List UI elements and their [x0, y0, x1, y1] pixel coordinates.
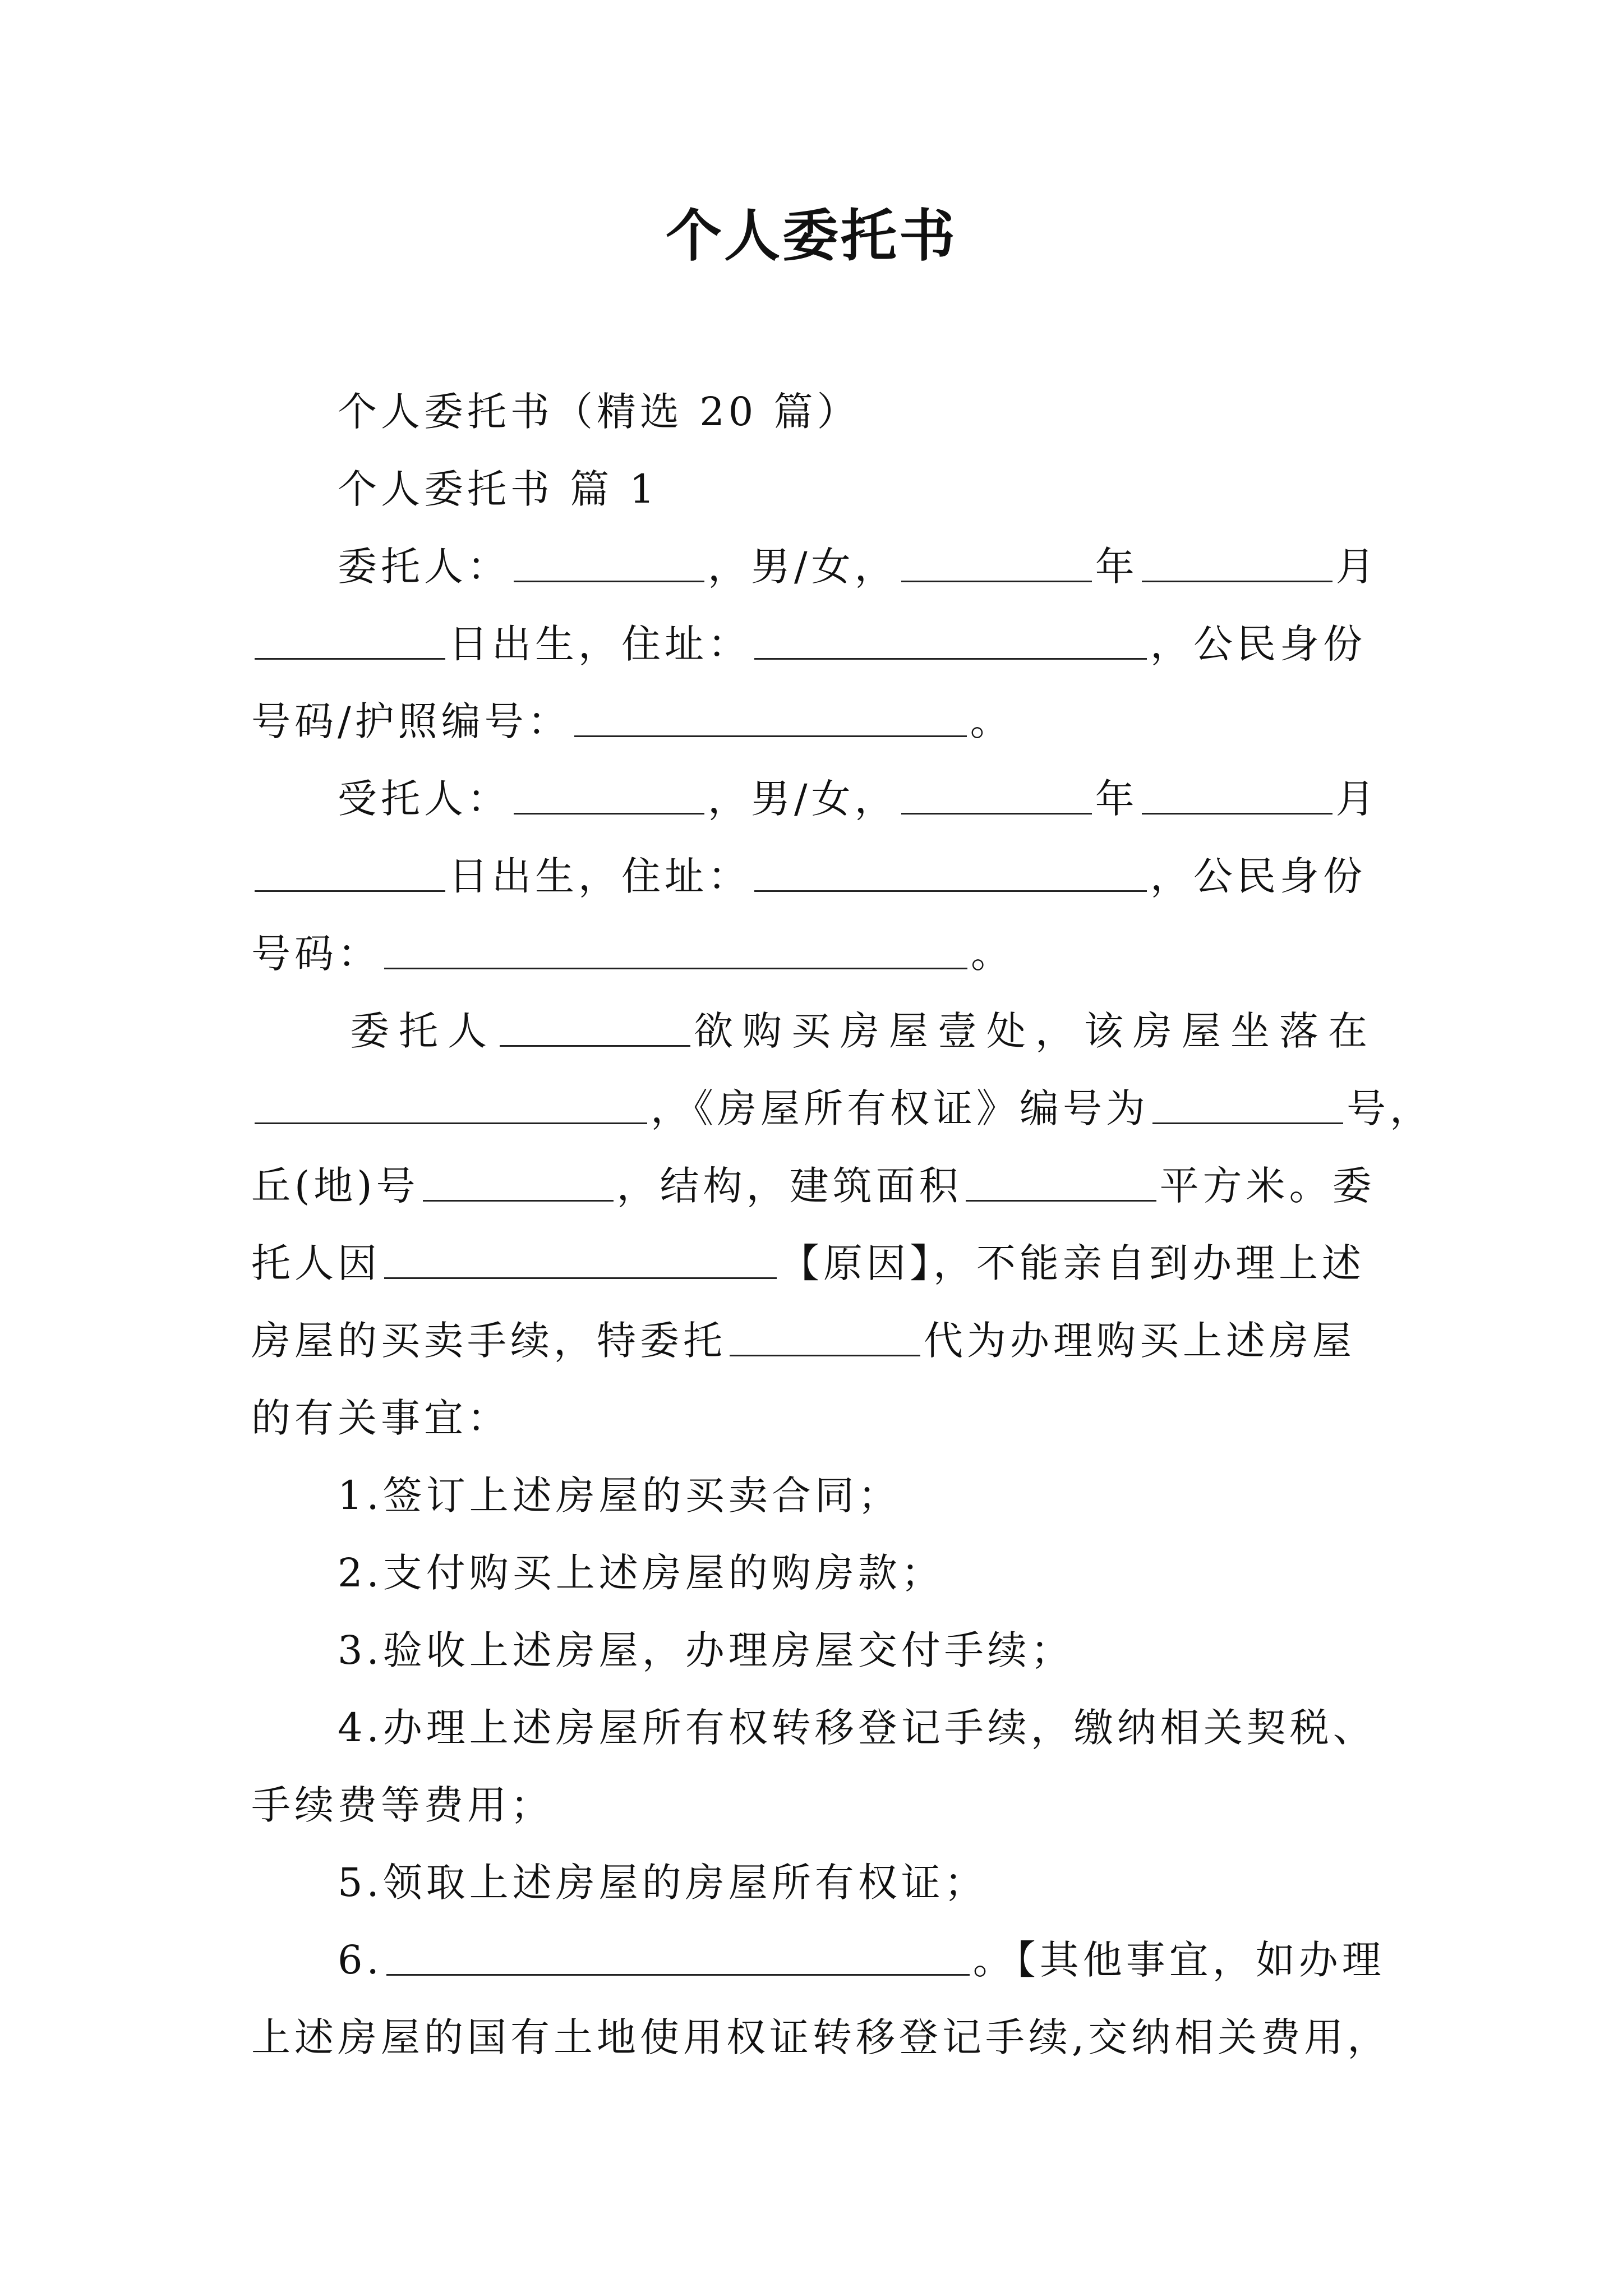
list-item-6-text: 。【其他事宜，如办理: [972, 1937, 1385, 1983]
purchase-line-3: [251, 1147, 1378, 1225]
list-item-6-number: 6.: [338, 1937, 383, 1983]
purchase-certificate-text: ，《房屋所有权证》编号为: [651, 1085, 1149, 1131]
purchase-line-2: [251, 1070, 1433, 1147]
principal-gender: ，男/女，: [708, 544, 898, 590]
purchase-area-label: ，结构，建筑面积: [616, 1163, 962, 1209]
purchase-line-5: [251, 1302, 1378, 1379]
agent-gender: ，男/女，: [708, 776, 898, 822]
purchase-principal-blank: [500, 1009, 690, 1047]
principal-id-label: 号码/护照编号：: [251, 698, 571, 744]
list-item-4: 4.办理上述房屋所有权转移登记手续，缴纳相关契税、: [338, 1705, 1376, 1751]
purchase-entrust-suffix: 代为办理购买上述房屋: [924, 1318, 1355, 1364]
agent-day-blank: [255, 854, 445, 892]
agent-birth-address-label: 日出生，住址：: [449, 853, 751, 899]
principal-month-blank: [1142, 545, 1332, 582]
agent-month-blank: [1142, 777, 1332, 815]
principal-year-blank: [901, 545, 1092, 582]
agent-year-label: 年: [1095, 776, 1138, 822]
principal-label: 委托人：: [338, 544, 510, 590]
agent-year-blank: [901, 777, 1092, 815]
list-item-2: 2.支付购买上述房屋的购房款；: [338, 1550, 944, 1596]
agent-line-1: [251, 760, 1378, 838]
document-body: [251, 373, 1433, 2076]
purchase-location-text: 欲购买房屋壹处，该房屋坐落在: [694, 1008, 1377, 1054]
list-item-6-blank: [386, 1938, 970, 1976]
purchase-entrust-text: 房屋的买卖手续，特委托: [251, 1318, 726, 1364]
purchase-principal: 委托人: [350, 1008, 496, 1054]
purchase-area-unit: 平方米。委: [1159, 1163, 1376, 1209]
principal-name-blank: [514, 545, 704, 582]
purchase-reason-blank: [384, 1241, 777, 1279]
agent-id-blank: [384, 932, 967, 969]
purchase-line-4: [251, 1225, 1378, 1302]
principal-year-label: 年: [1095, 544, 1138, 590]
agent-line-3: [251, 915, 1378, 992]
principal-line-1: [251, 528, 1378, 605]
section-heading: 个人委托书 篇 1: [338, 466, 659, 512]
agent-month-label: 月: [1335, 776, 1379, 822]
list-item-5: 5.领取上述房屋的房屋所有权证；: [338, 1860, 988, 1906]
subtitle-line: 个人委托书（精选 20 篇）: [338, 389, 860, 435]
principal-id-blank: [574, 700, 967, 737]
purchase-line-6: 的有关事宜：: [251, 1395, 510, 1441]
purchase-lot-blank: [423, 1164, 614, 1202]
purchase-reason-text: 【原因】，不能亲自到办理上述: [780, 1240, 1365, 1286]
agent-address-blank: [754, 854, 1147, 892]
purchase-location-blank: [255, 1087, 647, 1124]
principal-period: 。: [970, 698, 1013, 744]
principal-line-2: [251, 605, 1378, 683]
principal-id-label-start: ，公民身份: [1150, 621, 1366, 667]
list-item-4-cont: 手续费等费用；: [251, 1782, 554, 1828]
purchase-lot-label: 丘(地)号: [251, 1163, 419, 1209]
list-item-3: 3.验收上述房屋，办理房屋交付手续；: [338, 1627, 1074, 1673]
list-item-6: [251, 1921, 1385, 1999]
principal-line-3: [251, 683, 1378, 760]
principal-day-blank: [255, 622, 445, 660]
purchase-reason-label: 托人因: [251, 1240, 381, 1286]
purchase-line-1: [251, 992, 1378, 1070]
list-item-6-cont: 上述房屋的国有土地使用权证转移登记手续,交纳相关费用，: [251, 2014, 1391, 2060]
agent-id-label-start: ，公民身份: [1150, 853, 1366, 899]
agent-name-blank: [514, 777, 704, 815]
principal-birth-address-label: 日出生，住址：: [449, 621, 751, 667]
purchase-entrust-blank: [730, 1319, 920, 1356]
agent-id-label: 号码：: [251, 931, 381, 977]
principal-address-blank: [754, 622, 1147, 660]
purchase-area-blank: [966, 1164, 1156, 1202]
agent-label: 受托人：: [338, 776, 510, 822]
document-title: 个人委托书: [666, 203, 957, 269]
purchase-certificate-blank: [1152, 1087, 1343, 1124]
list-item-1: 1.签订上述房屋的买卖合同；: [338, 1473, 901, 1519]
principal-month-label: 月: [1335, 544, 1379, 590]
agent-period: 。: [971, 931, 1014, 977]
agent-line-2: [251, 838, 1378, 915]
purchase-certificate-suffix: 号，: [1347, 1085, 1433, 1131]
